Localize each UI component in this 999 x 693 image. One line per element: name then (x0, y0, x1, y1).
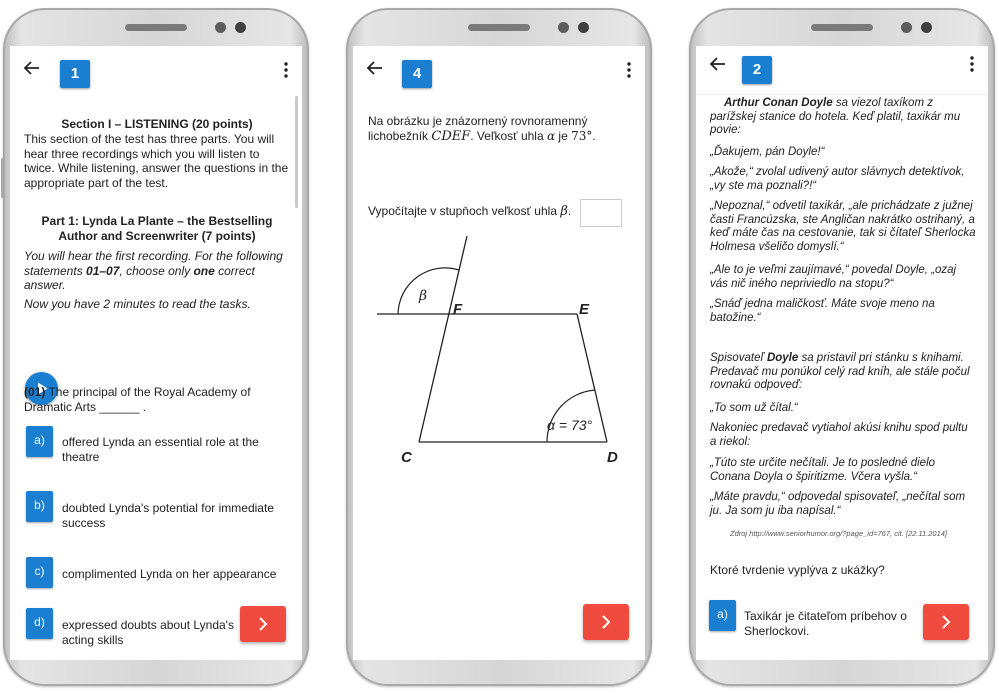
label-C: C (401, 449, 412, 466)
next-button[interactable] (240, 606, 286, 642)
option-text: complimented Lynda on her appearance (62, 567, 277, 581)
more-vert-icon[interactable] (970, 56, 974, 72)
arrow-left-icon[interactable] (22, 58, 42, 78)
camera (578, 22, 589, 33)
chevron-right-icon (600, 615, 612, 629)
story-paragraph-2: „Ďakujem, pán Doyle!“ (710, 146, 825, 158)
option-letter: b) (26, 491, 53, 522)
option-letter: c) (26, 557, 53, 588)
content (10, 94, 302, 660)
question-number-badge: 2 (742, 56, 772, 84)
screen (10, 46, 302, 660)
option-letter: a) (26, 426, 53, 457)
label-beta: β (419, 288, 428, 304)
speaker (811, 24, 873, 31)
part-title: Part 1: Lynda La Plante – the Bestselling Author and Screenwriter (7 points) (41, 214, 273, 243)
story-paragraph-3: „Akože,“ zvolal udivený autor slávnych detektívok, „vy ste ma poznali?!“ (710, 166, 965, 192)
story-paragraph-1: Arthur Conan Doyle sa viezol taxíkom z parížskej stanice do hotela. Keď platil, taxikár mu povie: (710, 97, 961, 136)
screen (696, 46, 988, 660)
content (696, 94, 988, 660)
label-D: D (607, 449, 618, 466)
trapezoid-figure (371, 236, 621, 476)
question-text: (01) The principal of the Royal Academy of Dramatic Arts ______ . (24, 385, 251, 414)
sensor (558, 22, 569, 33)
sensor (901, 22, 912, 33)
instruction: You will hear the first recording. For the following statements 01–07, choose only one correct answer. (24, 249, 283, 292)
arrow-left-icon[interactable] (365, 58, 385, 78)
option-letter: d) (26, 608, 53, 639)
phone-frame-3 (689, 8, 995, 686)
chevron-right-icon (940, 615, 952, 629)
phone-frame-2 (346, 8, 652, 686)
alpha-arc (547, 390, 595, 442)
task-instruction: Vypočítajte v stupňoch veľkosť uhla β. (368, 204, 572, 219)
story-paragraph-11: „Máte pravdu,“ odpovedal spisovateľ, „nečítal som ju. Ja som ju iba napísal.“ (710, 491, 966, 517)
option-b[interactable] (26, 491, 288, 530)
answer-input[interactable] (580, 199, 622, 227)
source-citation: Zdroj http://www.seniorhumor.org/?page_id=767, cit. [22.11.2014] (730, 529, 948, 538)
question-number-badge: 4 (402, 60, 432, 88)
section-intro: This section of the test has three parts. You will hear three recordings which you will listen to twice. While listening, answer the questions in the appropriate part of the test. (24, 132, 289, 190)
story-paragraph-10: „Túto ste určite nečítali. Je to posledné dielo Conana Doyla o špiritizme. Včera vyšla.“ (710, 457, 936, 483)
option-text: Taxikár je čitateľom príbehov o Sherlockovi. (744, 609, 907, 638)
label-E: E (579, 301, 590, 318)
app-bar (10, 46, 302, 94)
question-number-badge: 1 (60, 60, 90, 88)
option-text: expressed doubts about Lynda's acting skills (62, 618, 234, 647)
speaker (468, 24, 530, 31)
question-text: Ktoré tvrdenie vyplýva z ukážky? (710, 563, 885, 577)
option-text: offered Lynda an essential role at the theatre (62, 435, 259, 464)
label-F: F (453, 301, 463, 318)
arrow-left-icon[interactable] (708, 54, 728, 74)
phone-frame-1 (3, 8, 309, 686)
side-button (1, 158, 4, 198)
story-paragraph-9: Nakoniec predavač vytiahol akúsi knihu spod pultu a riekol: (710, 422, 968, 448)
task-line-1: Na obrázku je znázornený rovnoramenný (368, 114, 588, 128)
story-paragraph-4: „Nepoznal,“ odvetil taxikár, „ale prichádzate z južnej časti Francúzska, ste Angličan nakrátko ostrihaný, a keď máte čas na cestovanie, tak si čítateľ Sherlocka Holmesa všeličo domyslí.“ (710, 200, 976, 253)
story-paragraph-6: „Snáď jedna maličkosť. Máte svoje meno na batožine.“ (710, 298, 935, 324)
story-paragraph-7: Spisovateľ Doyle sa pristavil pri stánku s knihami. Predavač mu ponúkol celý rad kníh, ale stále počul rovnakú odpoveď: (710, 352, 970, 391)
option-letter: a) (709, 600, 736, 631)
option-c[interactable] (26, 557, 288, 591)
story-paragraph-8: „To som už čítal.“ (710, 402, 798, 414)
chevron-right-icon (257, 617, 269, 631)
more-vert-icon[interactable] (627, 62, 631, 78)
speaker (125, 24, 187, 31)
next-button[interactable] (923, 604, 969, 640)
label-alpha: α = 73° (547, 417, 593, 433)
read-tasks-note: Now you have 2 minutes to read the tasks. (24, 297, 251, 311)
app-bar (353, 46, 645, 94)
line-CF-extended (419, 236, 467, 442)
option-text: doubted Lynda's potential for immediate success (62, 501, 274, 530)
option-a[interactable] (26, 426, 288, 464)
app-bar (696, 46, 988, 95)
camera (235, 22, 246, 33)
sensor (215, 22, 226, 33)
content (353, 94, 645, 660)
next-button[interactable] (583, 604, 629, 640)
more-vert-icon[interactable] (284, 62, 288, 78)
section-title: Section I – LISTENING (20 points) (61, 117, 253, 131)
screen (353, 46, 645, 660)
camera (921, 22, 932, 33)
task-line-2: lichobežník CDEF. Veľkosť uhla α je 73°. (368, 129, 596, 144)
story-paragraph-5: „Ale to je veľmi zaujímavé,“ povedal Doyle, „ozaj vás nič iného nepriviedlo na stopu?“ (710, 264, 957, 290)
